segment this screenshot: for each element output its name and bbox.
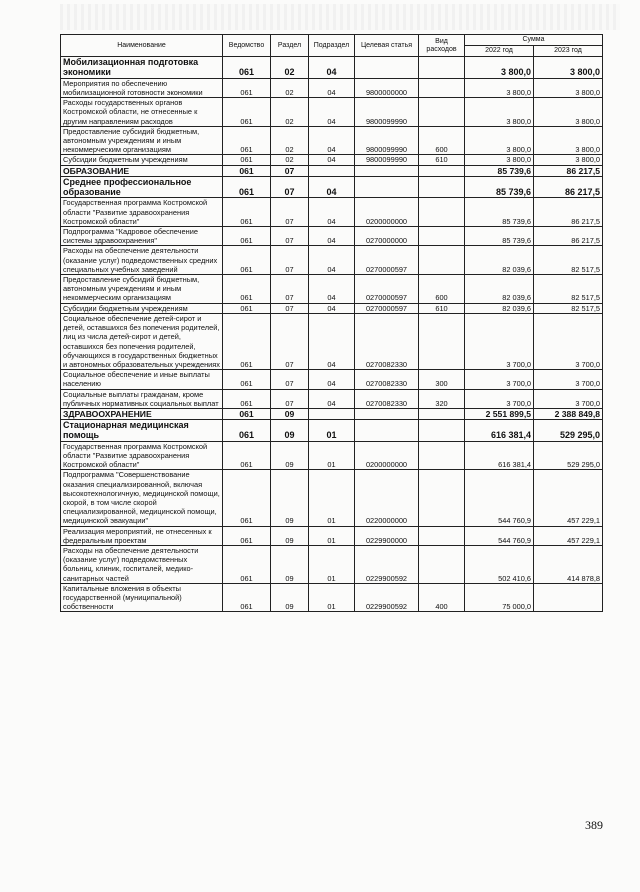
row-subsection: 04 bbox=[309, 370, 355, 389]
row-sum-2023: 414 878,8 bbox=[534, 545, 603, 583]
row-subsection: 04 bbox=[309, 246, 355, 275]
row-sum-2023: 457 229,1 bbox=[534, 526, 603, 545]
row-name: Стационарная медицинская помощь bbox=[61, 419, 223, 441]
row-dept: 061 bbox=[223, 176, 271, 198]
row-section: 09 bbox=[271, 441, 309, 470]
row-target bbox=[355, 165, 419, 176]
row-sum-2023: 3 800,0 bbox=[534, 98, 603, 127]
row-sum-2022: 3 800,0 bbox=[465, 126, 534, 155]
row-section: 07 bbox=[271, 176, 309, 198]
row-target: 0229900592 bbox=[355, 583, 419, 612]
row-name: Расходы на обеспечение деятельности (оказание услуг) подведомственных больниц, клиник, госпиталей, медико-санитарных частей bbox=[61, 545, 223, 583]
row-exptype: 610 bbox=[419, 303, 465, 313]
row-sum-2023: 3 800,0 bbox=[534, 57, 603, 79]
row-section: 02 bbox=[271, 98, 309, 127]
table-row bbox=[61, 583, 603, 612]
table-row bbox=[61, 198, 603, 227]
row-sum-2023: 3 700,0 bbox=[534, 370, 603, 389]
row-subsection: 04 bbox=[309, 57, 355, 79]
table-row bbox=[61, 176, 603, 198]
row-exptype bbox=[419, 98, 465, 127]
header-year-2022: 2022 год bbox=[465, 46, 534, 57]
row-sum-2023: 82 517,5 bbox=[534, 303, 603, 313]
row-section: 09 bbox=[271, 526, 309, 545]
row-exptype: 600 bbox=[419, 275, 465, 304]
table-row bbox=[61, 389, 603, 408]
row-target: 0200000000 bbox=[355, 441, 419, 470]
header-section: Раздел bbox=[271, 35, 309, 57]
header-dept: Ведомство bbox=[223, 35, 271, 57]
row-target: 9800099990 bbox=[355, 126, 419, 155]
row-target: 0270082330 bbox=[355, 389, 419, 408]
row-name: Мобилизационная подготовка экономики bbox=[61, 57, 223, 79]
row-name: Предоставление субсидий бюджетным, автономным учреждениям и иным некоммерческим организациям bbox=[61, 126, 223, 155]
row-section: 02 bbox=[271, 78, 309, 97]
row-exptype bbox=[419, 246, 465, 275]
row-dept: 061 bbox=[223, 155, 271, 165]
row-target: 0270000597 bbox=[355, 246, 419, 275]
row-subsection: 04 bbox=[309, 155, 355, 165]
row-subsection bbox=[309, 408, 355, 419]
table-row bbox=[61, 441, 603, 470]
row-dept: 061 bbox=[223, 78, 271, 97]
table-row bbox=[61, 470, 603, 526]
table-body bbox=[61, 57, 603, 612]
row-subsection: 04 bbox=[309, 78, 355, 97]
row-section: 07 bbox=[271, 389, 309, 408]
row-section: 02 bbox=[271, 155, 309, 165]
row-dept: 061 bbox=[223, 165, 271, 176]
row-dept: 061 bbox=[223, 419, 271, 441]
row-section: 09 bbox=[271, 470, 309, 526]
row-sum-2023: 86 217,5 bbox=[534, 176, 603, 198]
row-target: 0270082330 bbox=[355, 313, 419, 369]
row-target: 0270000000 bbox=[355, 227, 419, 246]
row-target bbox=[355, 176, 419, 198]
table-row bbox=[61, 545, 603, 583]
row-sum-2023: 3 800,0 bbox=[534, 155, 603, 165]
row-subsection: 04 bbox=[309, 126, 355, 155]
row-section: 09 bbox=[271, 419, 309, 441]
row-sum-2023: 82 517,5 bbox=[534, 246, 603, 275]
row-subsection: 01 bbox=[309, 526, 355, 545]
row-exptype bbox=[419, 419, 465, 441]
row-name: Расходы на обеспечение деятельности (оказание услуг) подведомственных средних специальных учебных заведений bbox=[61, 246, 223, 275]
row-name: Государственная программа Костромской области "Развитие здравоохранения Костромской области" bbox=[61, 441, 223, 470]
row-sum-2022: 502 410,6 bbox=[465, 545, 534, 583]
row-sum-2022: 3 800,0 bbox=[465, 57, 534, 79]
row-name: Государственная программа Костромской области "Развитие здравоохранения Костромской области" bbox=[61, 198, 223, 227]
row-name: Субсидии бюджетным учреждениям bbox=[61, 155, 223, 165]
row-name: Подпрограмма "Кадровое обеспечение системы здравоохранения" bbox=[61, 227, 223, 246]
row-exptype bbox=[419, 165, 465, 176]
row-exptype bbox=[419, 78, 465, 97]
row-section: 07 bbox=[271, 313, 309, 369]
table-row bbox=[61, 526, 603, 545]
row-exptype: 600 bbox=[419, 126, 465, 155]
row-target: 0270000597 bbox=[355, 275, 419, 304]
row-sum-2023 bbox=[534, 583, 603, 612]
row-subsection: 01 bbox=[309, 419, 355, 441]
row-exptype bbox=[419, 227, 465, 246]
row-subsection: 04 bbox=[309, 303, 355, 313]
row-subsection: 01 bbox=[309, 545, 355, 583]
row-sum-2022: 616 381,4 bbox=[465, 419, 534, 441]
row-target bbox=[355, 419, 419, 441]
row-sum-2022: 544 760,9 bbox=[465, 470, 534, 526]
row-name: Предоставление субсидий бюджетным, автономным учреждениям и иным некоммерческим организациям bbox=[61, 275, 223, 304]
row-subsection: 01 bbox=[309, 470, 355, 526]
row-sum-2022: 82 039,6 bbox=[465, 275, 534, 304]
row-name: Подпрограмма "Совершенствование оказания специализированной, включая высокотехнологичную, медицинской помощи, скорой, в том числе скорой специализированной, медицинской помощи, медицинской эвакуации" bbox=[61, 470, 223, 526]
row-sum-2022: 3 800,0 bbox=[465, 78, 534, 97]
row-dept: 061 bbox=[223, 526, 271, 545]
table-header bbox=[61, 35, 603, 57]
row-exptype bbox=[419, 441, 465, 470]
table-row bbox=[61, 419, 603, 441]
table-row bbox=[61, 57, 603, 79]
table-row bbox=[61, 370, 603, 389]
row-section: 07 bbox=[271, 165, 309, 176]
row-name: Капитальные вложения в объекты государственной (муниципальной) собственности bbox=[61, 583, 223, 612]
row-sum-2022: 85 739,6 bbox=[465, 198, 534, 227]
header-name: Наименование bbox=[61, 35, 223, 57]
row-name: Субсидии бюджетным учреждениям bbox=[61, 303, 223, 313]
row-sum-2023: 457 229,1 bbox=[534, 470, 603, 526]
row-sum-2022: 3 700,0 bbox=[465, 313, 534, 369]
table-row bbox=[61, 313, 603, 369]
row-dept: 061 bbox=[223, 275, 271, 304]
row-dept: 061 bbox=[223, 98, 271, 127]
table-row bbox=[61, 155, 603, 165]
row-dept: 061 bbox=[223, 126, 271, 155]
row-target: 9800000000 bbox=[355, 78, 419, 97]
row-sum-2022: 3 800,0 bbox=[465, 155, 534, 165]
row-sum-2022: 85 739,6 bbox=[465, 227, 534, 246]
row-name: Социальное обеспечение и иные выплаты населению bbox=[61, 370, 223, 389]
row-sum-2023: 86 217,5 bbox=[534, 198, 603, 227]
row-dept: 061 bbox=[223, 370, 271, 389]
row-exptype bbox=[419, 313, 465, 369]
budget-table bbox=[60, 34, 603, 612]
row-subsection: 04 bbox=[309, 198, 355, 227]
row-dept: 061 bbox=[223, 583, 271, 612]
row-subsection: 04 bbox=[309, 313, 355, 369]
table-row bbox=[61, 303, 603, 313]
row-sum-2022: 3 700,0 bbox=[465, 389, 534, 408]
row-dept: 061 bbox=[223, 441, 271, 470]
row-name: Социальные выплаты гражданам, кроме публичных нормативных социальных выплат bbox=[61, 389, 223, 408]
row-dept: 061 bbox=[223, 545, 271, 583]
row-dept: 061 bbox=[223, 246, 271, 275]
row-exptype bbox=[419, 470, 465, 526]
row-exptype bbox=[419, 408, 465, 419]
row-name: Социальное обеспечение детей-сирот и детей, оставшихся без попечения родителей, лиц из числа детей-сирот и детей, оставшихся без попечения родителей, обучающихся в государственных бюджетных и автономных образовательных учреждениях bbox=[61, 313, 223, 369]
row-section: 07 bbox=[271, 370, 309, 389]
row-section: 09 bbox=[271, 583, 309, 612]
row-target: 9800099990 bbox=[355, 155, 419, 165]
row-dept: 061 bbox=[223, 198, 271, 227]
row-sum-2022: 3 800,0 bbox=[465, 98, 534, 127]
table-row bbox=[61, 246, 603, 275]
row-sum-2022: 82 039,6 bbox=[465, 303, 534, 313]
row-subsection bbox=[309, 165, 355, 176]
row-name: Среднее профессиональное образование bbox=[61, 176, 223, 198]
table-row bbox=[61, 165, 603, 176]
header-year-2023: 2023 год bbox=[534, 46, 603, 57]
row-exptype bbox=[419, 526, 465, 545]
row-subsection: 04 bbox=[309, 176, 355, 198]
row-dept: 061 bbox=[223, 408, 271, 419]
table-row bbox=[61, 98, 603, 127]
row-section: 07 bbox=[271, 246, 309, 275]
row-target: 9800099990 bbox=[355, 98, 419, 127]
row-sum-2022: 85 739,6 bbox=[465, 165, 534, 176]
row-dept: 061 bbox=[223, 227, 271, 246]
row-sum-2023: 3 800,0 bbox=[534, 78, 603, 97]
row-exptype bbox=[419, 57, 465, 79]
row-sum-2022: 3 700,0 bbox=[465, 370, 534, 389]
row-subsection: 04 bbox=[309, 227, 355, 246]
row-section: 09 bbox=[271, 545, 309, 583]
row-sum-2023: 3 700,0 bbox=[534, 389, 603, 408]
table-row bbox=[61, 275, 603, 304]
row-target: 0200000000 bbox=[355, 198, 419, 227]
row-sum-2023: 3 800,0 bbox=[534, 126, 603, 155]
row-subsection: 01 bbox=[309, 441, 355, 470]
table-row bbox=[61, 78, 603, 97]
row-exptype: 400 bbox=[419, 583, 465, 612]
row-section: 07 bbox=[271, 303, 309, 313]
row-target: 0220000000 bbox=[355, 470, 419, 526]
page-number: 389 bbox=[585, 818, 603, 832]
header-subsection: Подраздел bbox=[309, 35, 355, 57]
table-row bbox=[61, 227, 603, 246]
row-sum-2022: 2 551 899,5 bbox=[465, 408, 534, 419]
row-sum-2023: 82 517,5 bbox=[534, 275, 603, 304]
row-dept: 061 bbox=[223, 313, 271, 369]
row-dept: 061 bbox=[223, 57, 271, 79]
row-subsection: 04 bbox=[309, 389, 355, 408]
row-name: ЗДРАВООХРАНЕНИЕ bbox=[61, 408, 223, 419]
row-sum-2023: 529 295,0 bbox=[534, 419, 603, 441]
row-sum-2023: 529 295,0 bbox=[534, 441, 603, 470]
row-sum-2022: 82 039,6 bbox=[465, 246, 534, 275]
row-name: Мероприятия по обеспечению мобилизационной готовности экономики bbox=[61, 78, 223, 97]
row-name: Реализация мероприятий, не отнесенных к федеральным проектам bbox=[61, 526, 223, 545]
row-name: ОБРАЗОВАНИЕ bbox=[61, 165, 223, 176]
row-exptype bbox=[419, 545, 465, 583]
row-sum-2023: 86 217,5 bbox=[534, 165, 603, 176]
row-target bbox=[355, 408, 419, 419]
row-exptype: 610 bbox=[419, 155, 465, 165]
row-subsection: 04 bbox=[309, 275, 355, 304]
row-sum-2022: 85 739,6 bbox=[465, 176, 534, 198]
row-dept: 061 bbox=[223, 303, 271, 313]
row-section: 07 bbox=[271, 275, 309, 304]
scan-artifact bbox=[60, 4, 620, 30]
row-sum-2023: 86 217,5 bbox=[534, 227, 603, 246]
row-dept: 061 bbox=[223, 389, 271, 408]
table-row bbox=[61, 126, 603, 155]
row-subsection: 04 bbox=[309, 98, 355, 127]
row-sum-2022: 616 381,4 bbox=[465, 441, 534, 470]
row-exptype: 300 bbox=[419, 370, 465, 389]
row-target: 0229900592 bbox=[355, 545, 419, 583]
row-exptype bbox=[419, 198, 465, 227]
row-target bbox=[355, 57, 419, 79]
row-subsection: 01 bbox=[309, 583, 355, 612]
table-row bbox=[61, 408, 603, 419]
row-section: 07 bbox=[271, 227, 309, 246]
row-target: 0270000597 bbox=[355, 303, 419, 313]
header-target: Целевая статья bbox=[355, 35, 419, 57]
row-sum-2022: 75 000,0 bbox=[465, 583, 534, 612]
row-exptype bbox=[419, 176, 465, 198]
row-target: 0270082330 bbox=[355, 370, 419, 389]
row-sum-2022: 544 760,9 bbox=[465, 526, 534, 545]
row-exptype: 320 bbox=[419, 389, 465, 408]
row-name: Расходы государственных органов Костромской области, не отнесенные к другим направлениям расходов bbox=[61, 98, 223, 127]
row-sum-2023: 2 388 849,8 bbox=[534, 408, 603, 419]
row-section: 09 bbox=[271, 408, 309, 419]
row-target: 0229900000 bbox=[355, 526, 419, 545]
row-sum-2023: 3 700,0 bbox=[534, 313, 603, 369]
row-section: 02 bbox=[271, 57, 309, 79]
header-sum: Сумма bbox=[465, 35, 603, 46]
row-section: 02 bbox=[271, 126, 309, 155]
row-dept: 061 bbox=[223, 470, 271, 526]
row-section: 07 bbox=[271, 198, 309, 227]
header-exptype: Вид расходов bbox=[419, 35, 465, 57]
